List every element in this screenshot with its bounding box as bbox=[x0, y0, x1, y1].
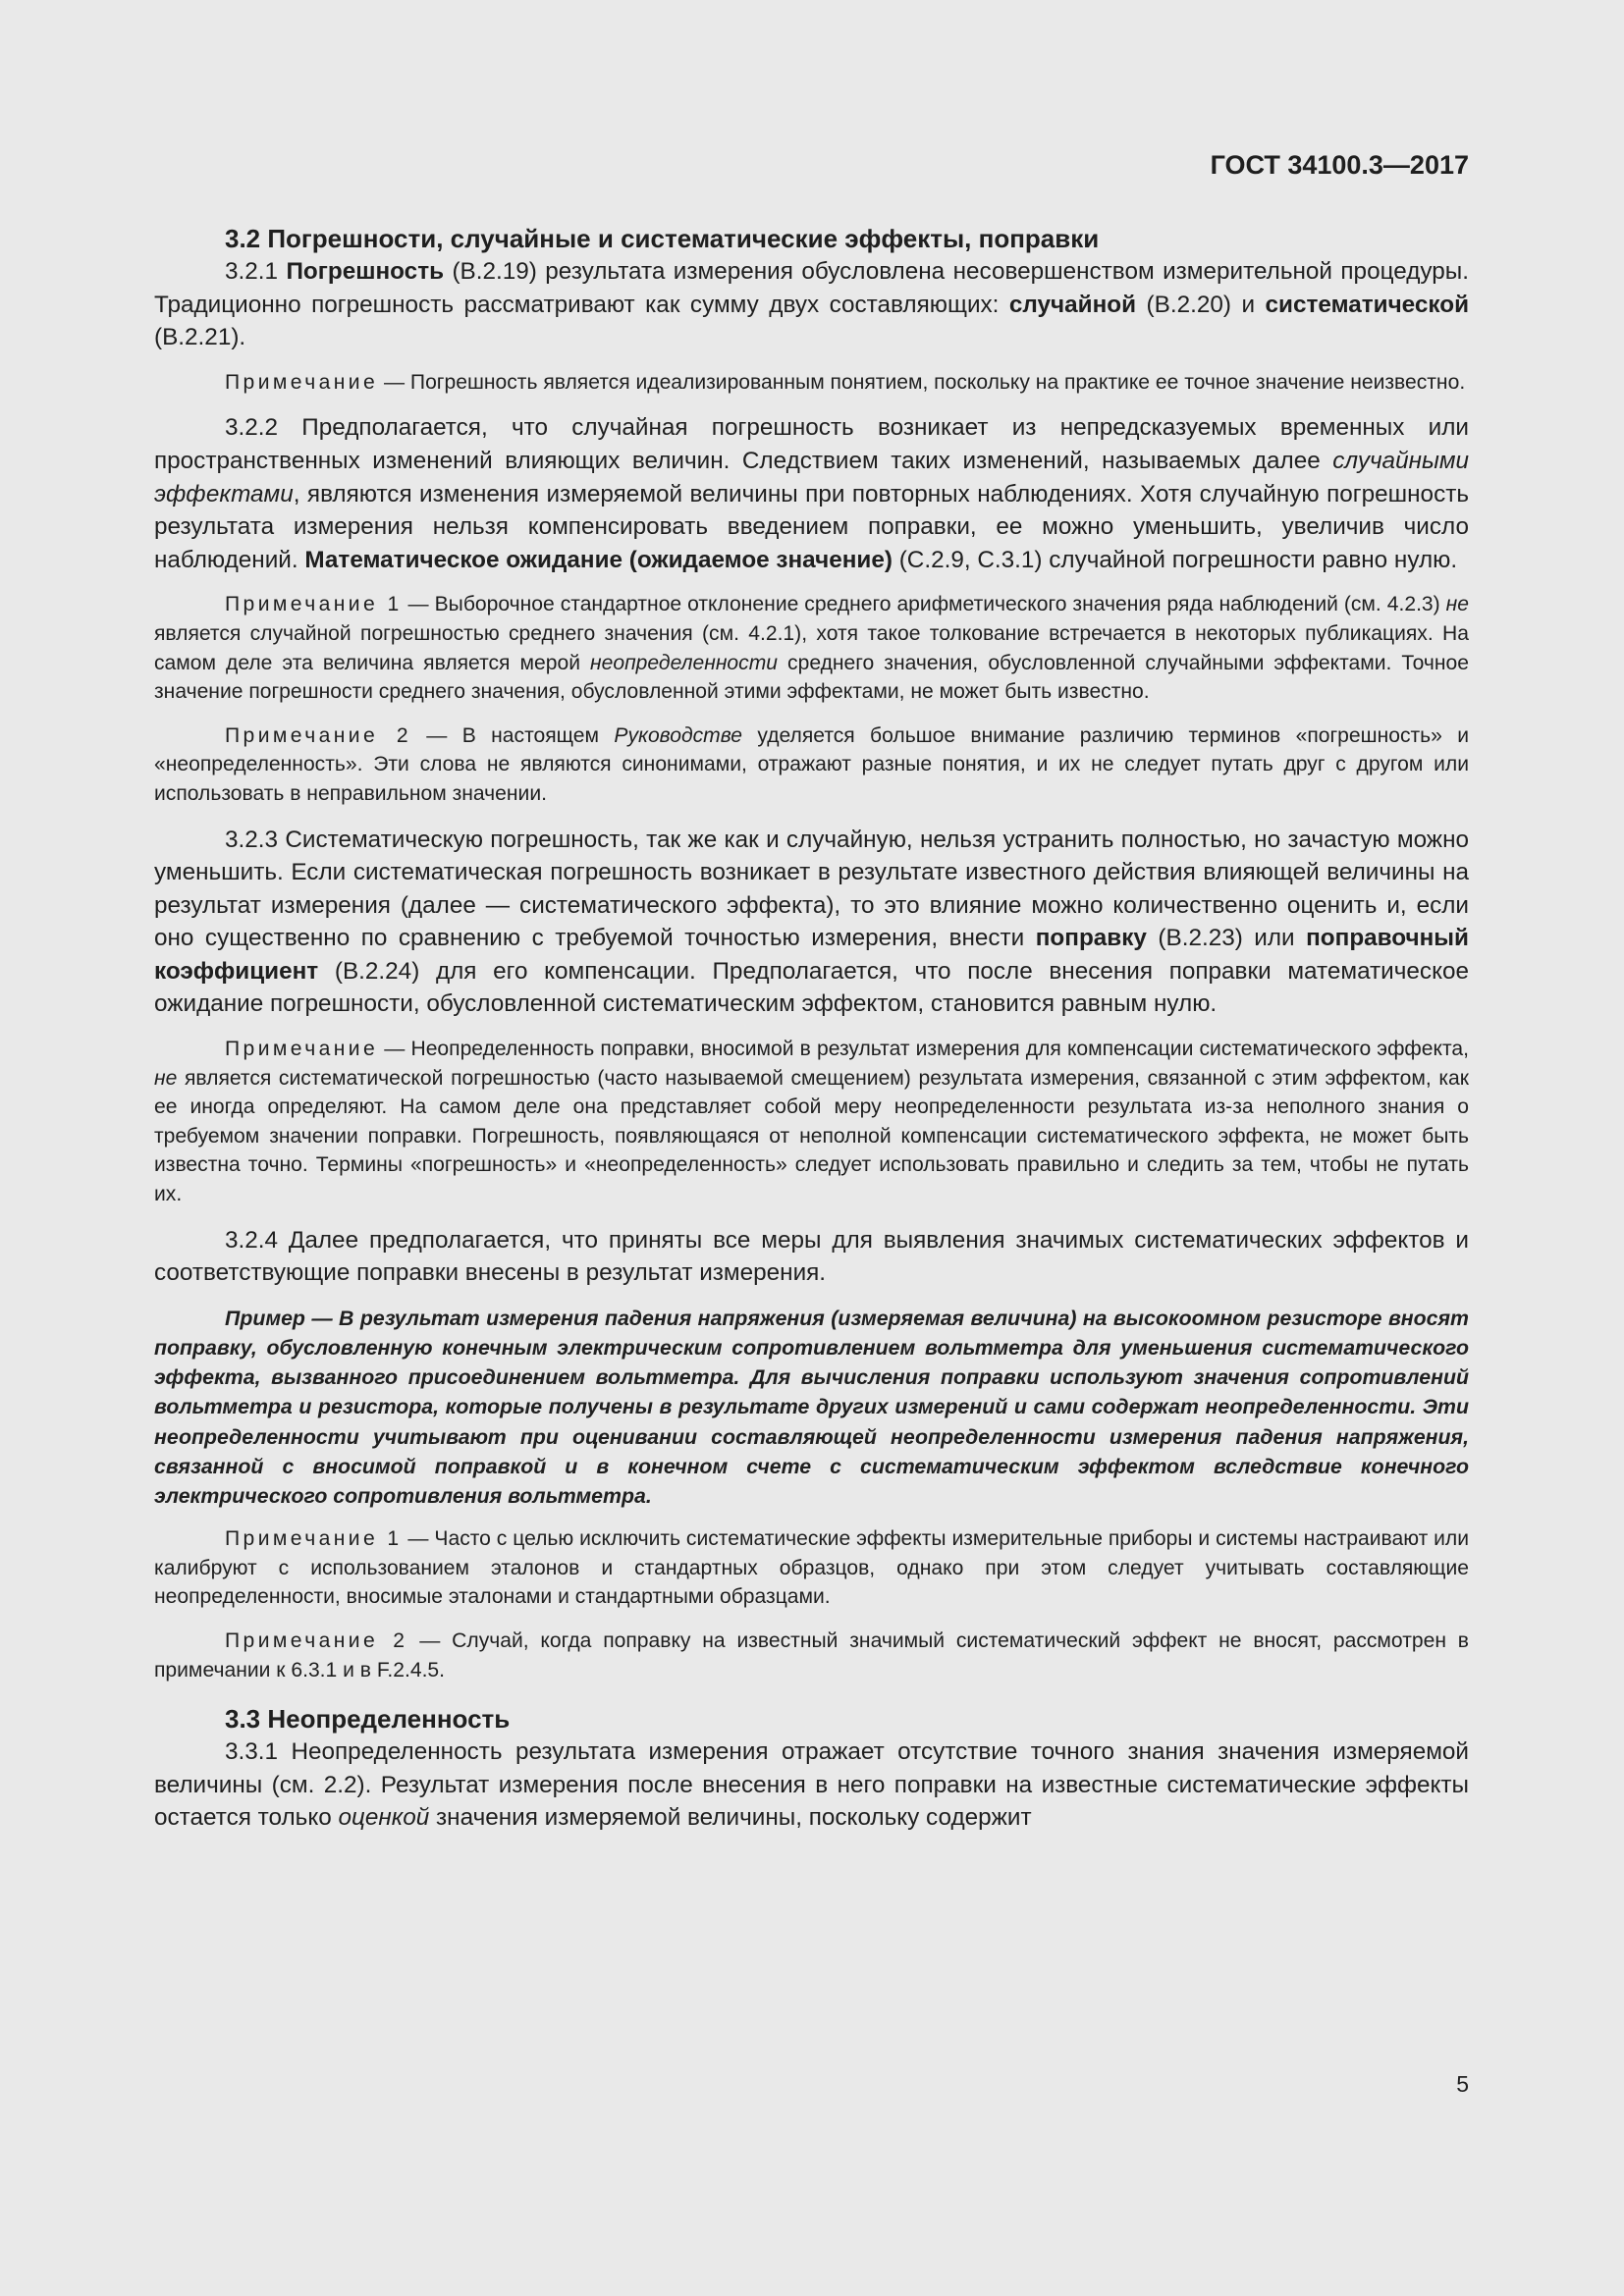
paragraph-3-3-1 bbox=[154, 1735, 1469, 1835]
paragraph-text: 3.3.1 Неопределенность результата измерения отражает отсутствие точного знания значения измеряемой величины (см. 2.2). Результат измерения после внесения в него поправки на известные систематические эффекты остается только bbox=[154, 1738, 1469, 1832]
term-bold: поправку bbox=[1035, 925, 1147, 952]
paragraph-3-2-2 bbox=[154, 411, 1469, 576]
paragraph-text: (В.2.23) или bbox=[1146, 925, 1307, 952]
term-bold: случайной bbox=[1008, 291, 1137, 318]
note-text: уделяется большое внимание различию терминов «погрешность» и «неопределенность». Эти слова не являются синонимами, отражают разные понятия, и их не следует путать друг с другом или использовать в неправильном значении. bbox=[154, 723, 1470, 805]
note-label: Примечание 1 bbox=[225, 593, 403, 616]
emphasis-text: оценкой bbox=[338, 1804, 430, 1832]
paragraph-text: (В.2.20) и bbox=[1136, 291, 1266, 318]
note-label: Примечание 2 bbox=[225, 1629, 408, 1653]
paragraph-text: , являются изменения измеряемой величины при повторных наблюдениях. Хотя случайную погрешность результата измерения нельзя компенсировать введением поправки, ее можно уменьшить, увеличив число наблюдений. bbox=[154, 480, 1469, 573]
paragraph-3-2-1 bbox=[154, 255, 1469, 354]
paragraph-text: (В.2.19) результата измерения обусловлена несовершенством измерительной процедуры. Традиционно погрешность рассматривают как сумму двух составляющих: bbox=[154, 258, 1469, 318]
page-number: 5 bbox=[1456, 2071, 1469, 2097]
emphasis-text: Руководстве bbox=[614, 723, 743, 747]
note-label: Примечание 2 bbox=[225, 723, 411, 747]
term-bold: систематической bbox=[1265, 291, 1469, 318]
emphasis-text: не bbox=[154, 1066, 178, 1090]
emphasis-text: не bbox=[1445, 593, 1469, 616]
note-label: Примечание bbox=[225, 1038, 379, 1061]
paragraph-3-2-3 bbox=[154, 824, 1469, 1022]
emphasis-text: неопределенности bbox=[590, 651, 779, 674]
emphasis-text: случайными эффектами bbox=[154, 447, 1469, 507]
note-text: является случайной погрешностью среднего значения (см. 4.2.1), хотя такое толкование встречается в некоторых публикациях. На самом деле эта величина является мерой bbox=[154, 621, 1469, 674]
note-text: — В настоящем bbox=[410, 723, 615, 747]
paragraph-text: значения измеряемой величины, поскольку содержит bbox=[429, 1804, 1032, 1832]
note-3-2-2-2 bbox=[154, 721, 1469, 809]
term-bold: поправочный коэффициент bbox=[154, 925, 1469, 985]
section-heading-3-3: 3.3 Неопределенность bbox=[225, 1704, 511, 1735]
note-text: является систематической погрешностью (часто называемой смещением) результата измерения, связанной с этим эффектом, как ее иногда определяют. На самом деле она представляет собой меру неопределенности результата из-за неполного знания о требуемом значении поправки. Погрешность, появляющаяся от неполной компенсации систематического эффекта, не может быть известна точно. Термины «погрешность» и «неопределенность» следует использовать правильно и следить за тем, чтобы не путать их. bbox=[154, 1066, 1469, 1206]
note-text: — Выборочное стандартное отклонение среднего арифметического значения ряда наблюдений (см. 4.2.3) bbox=[402, 593, 1446, 616]
note-label: Примечание 1 bbox=[225, 1527, 403, 1551]
section-heading-3-2: 3.2 Погрешности, случайные и систематические эффекты, поправки bbox=[225, 224, 1100, 253]
document-body bbox=[154, 222, 1469, 1848]
note-3-2-4-2 bbox=[154, 1627, 1469, 1684]
paragraph-text: 3.2.3 Систематическую погрешность, так же как и случайную, нельзя устранить полностью, но зачастую можно уменьшить. Если систематическая погрешность возникает в результате известного действия влияющей величины на результат измерения (далее — систематического эффекта), то это влияние можно количественно оценить и, если оно существенно по сравнению с требуемой точностью измерения, внести bbox=[154, 826, 1469, 952]
paragraph-text: (В.2.24) для его компенсации. Предполагается, что после внесения поправки математическое ожидание погрешности, обусловленной систематическим эффектом, становится равным нулю. bbox=[154, 957, 1469, 1018]
note-3-2-3 bbox=[154, 1035, 1469, 1209]
note-text: — Погрешность является идеализированным понятием, поскольку на практике ее точное значение неизвестно. bbox=[378, 370, 1466, 394]
note-3-2-2-1 bbox=[154, 590, 1469, 706]
note-text: — Часто с целью исключить систематические эффекты измерительные приборы и системы настраивают или калибруют с использованием эталонов и стандартных образцов, однако при этом следует учитывать составляющие неопределенности, вносимые эталонами и стандартными образцами. bbox=[154, 1527, 1469, 1609]
term-bold: Погрешность bbox=[286, 258, 445, 285]
note-text: — Случай, когда поправку на известный значимый систематический эффект не вносят, рассмотрен в примечании к 6.3.1 и в F.2.4.5. bbox=[154, 1629, 1469, 1682]
note-text: среднего значения, обусловленной случайными эффектами. Точное значение погрешности среднего значения, обусловленной этими эффектами, не может быть известно. bbox=[154, 651, 1470, 704]
note-text: — Неопределенность поправки, вносимой в результат измерения для компенсации систематического эффекта, bbox=[378, 1038, 1469, 1061]
paragraph-text: (В.2.21). bbox=[154, 324, 246, 351]
term-bold: Математическое ожидание (ожидаемое значение) bbox=[304, 546, 893, 573]
note-3-2-4-1 bbox=[154, 1524, 1469, 1612]
note-label: Примечание bbox=[225, 370, 379, 394]
example-block: Пример — В результат измерения падения напряжения (измеряемая величина) на высокоомном резисторе вносят поправку, обусловленную конечным электрическим сопротивлением вольтметра для уменьшения систематического эффекта, вызванного присоединением вольтметра. Для вычисления поправки используют значения сопротивлений вольтметра и резистора, которые получены в результате других измерений и сами содержат неопределенности. Эти неопределенности учитывают при оценивании составляющей неопределенности измерения падения напряжения, связанной с вносимой поправкой и в конечном счете с систематическим эффектом вследствие конечного электрического сопротивления вольтметра. bbox=[154, 1306, 1469, 1509]
note-3-2-1 bbox=[154, 368, 1469, 398]
document-code: ГОСТ 34100.3—2017 bbox=[1210, 150, 1469, 180]
paragraph-text: (С.2.9, С.3.1) случайной погрешности равно нулю. bbox=[892, 546, 1458, 573]
clause-number: 3.2.1 bbox=[225, 258, 287, 285]
paragraph-text: 3.2.2 Предполагается, что случайная погрешность возникает из непредсказуемых временных или пространственных изменений влияющих величин. Следствием таких изменений, называемых далее bbox=[154, 414, 1469, 474]
paragraph-3-2-4: 3.2.4 Далее предполагается, что приняты все меры для выявления значимых систематических эффектов и соответствующие поправки внесены в результат измерения. bbox=[154, 1226, 1469, 1287]
